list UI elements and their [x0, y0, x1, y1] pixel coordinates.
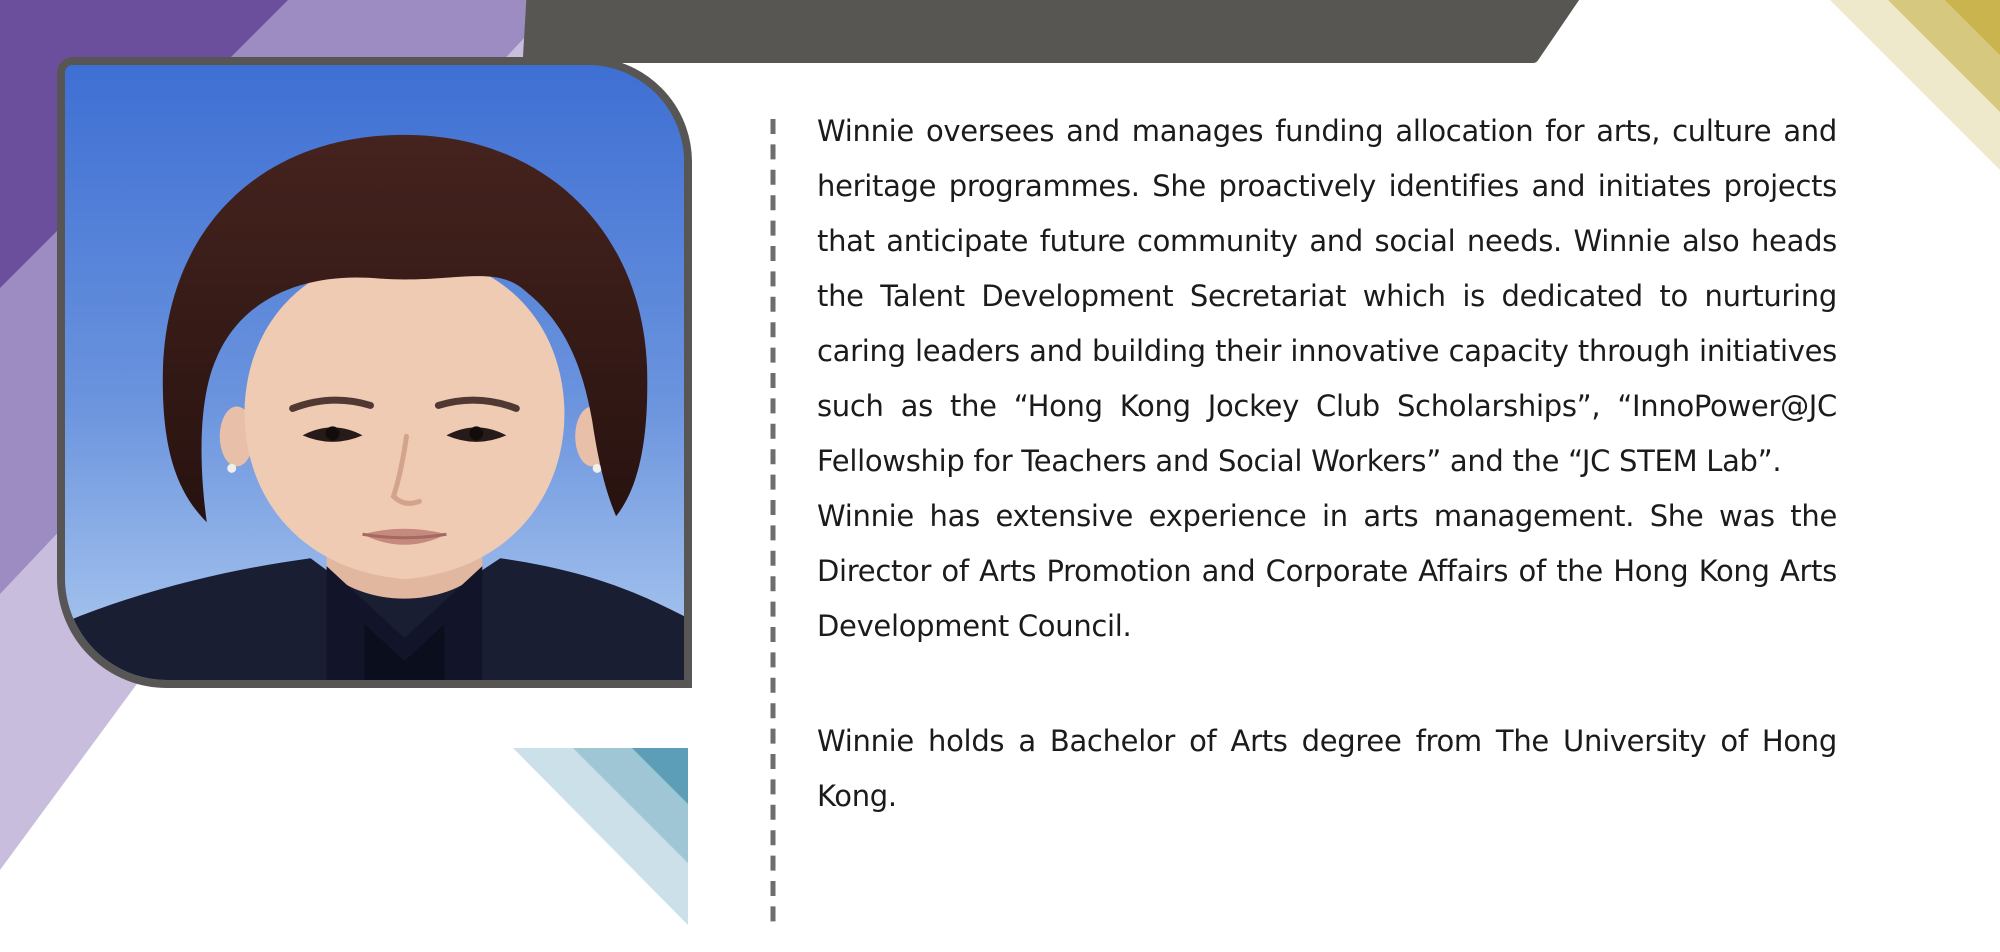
bio-paragraph-education: Winnie holds a Bachelor of Arts degree from The University of Hong Kong.: [817, 724, 1837, 813]
top-banner-bar: [529, 0, 1580, 57]
earring-left: [227, 464, 236, 473]
portrait-pupil-left: [326, 426, 340, 440]
bio-paragraph-experience-past: Winnie has extensive experience in arts management. She was the Director of Arts Promotion and Corporate Affairs of the Hong Kong Arts Development Council.: [817, 499, 1837, 643]
portrait-pupil-right: [469, 426, 483, 440]
portrait-illustration: [65, 65, 684, 680]
earring-right: [593, 464, 602, 473]
profile-photo: [57, 57, 692, 688]
bio-paragraph-experience-current: Winnie oversees and manages funding allocation for arts, culture and heritage programmes. She proactively identifies and initiates projects that anticipate future community and social needs. Winnie also heads the Talent Development Secretariat which is dedicated to nurturing caring leaders and building their innovative capacity through initiatives such as the “Hong Kong Jockey Club Scholarships”, “InnoPower@JC Fellowship for Teachers and Social Workers” and the “JC STEM Lab”.: [817, 114, 1837, 478]
bio-text: [817, 104, 1837, 824]
